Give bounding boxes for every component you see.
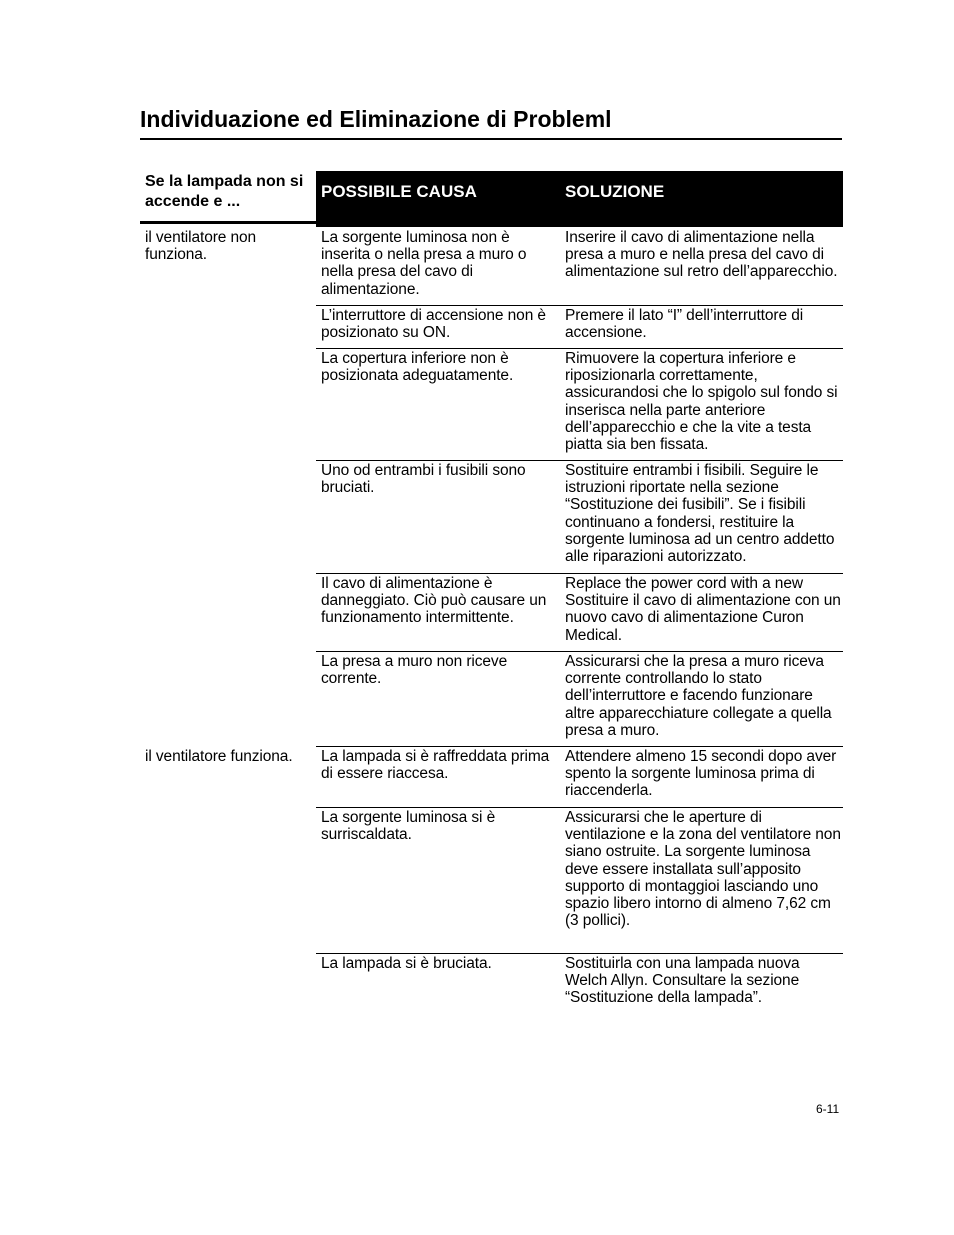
cause-cell: La lampada si è raffreddata prima di essere riaccesa. (321, 748, 550, 783)
cause-cell: La copertura inferiore non è posizionata adeguatamente. (321, 350, 514, 385)
solution-cell: Replace the power cord with a new Sostituire il cavo di alimentazione con un nuovo cavo di alimentazione Curon Medical. (565, 575, 841, 644)
row-divider (316, 746, 843, 747)
solution-cell: Rimuovere la copertura inferiore e riposizionarla correttamente, assicurandosi che lo spigolo sul fondo si inserisca nella parte anteriore dell’apparecchio e che la vite a testa piatta sia ben fissata. (565, 350, 838, 454)
row-divider (316, 305, 843, 306)
cause-cell: La sorgente luminosa si è surriscaldata. (321, 809, 496, 844)
solution-column-header: SOLUZIONE (565, 182, 665, 201)
solution-cell: Premere il lato “I” dell’interruttore di accensione. (565, 307, 804, 342)
row-divider (316, 953, 843, 954)
cause-cell: La sorgente luminosa non è inserita o nella presa a muro o nella presa del cavo di alimentazione. (321, 229, 527, 298)
condition-cell: il ventilatore non funziona. (145, 229, 257, 264)
row-divider (316, 460, 843, 461)
solution-cell: Sostituire entrambi i fisibili. Seguire le istruzioni riportate nella sezione “Sostituzione dei fusibili”. Se i fisibili continuano a fondersi, restituire la sorgente luminosa ad un centro addetto alle riparazioni autorizzato. (565, 462, 835, 566)
table-header-bar (316, 171, 843, 227)
condition-column-header: Se la lampada non si accende e ... (140, 172, 316, 224)
cause-cell: La presa a muro non riceve corrente. (321, 653, 508, 688)
row-divider (316, 807, 843, 808)
solution-cell: Assicurarsi che la presa a muro riceva corrente controllando lo stato dell’interruttore e facendo funzionare altre apparecchiature collegate a quella presa a muro. (565, 653, 832, 739)
page-number: 6-11 (816, 1102, 840, 1116)
cause-cell: La lampada si è bruciata. (321, 955, 492, 972)
cause-cell: L’interruttore di accensione non è posizionato su ON. (321, 307, 546, 342)
row-divider (316, 573, 843, 574)
cause-column-header: POSSIBILE CAUSA (321, 182, 477, 201)
solution-cell: Attendere almeno 15 secondi dopo aver spento la sorgente luminosa prima di riaccenderla. (565, 748, 837, 800)
row-divider (316, 651, 843, 652)
row-divider (316, 348, 843, 349)
condition-cell: il ventilatore funziona. (145, 748, 293, 765)
page-title: Individuazione ed Eliminazione di Probleml (140, 104, 842, 140)
solution-cell: Sostituirla con una lampada nuova Welch Allyn. Consultare la sezione “Sostituzione della lampada”. (565, 955, 800, 1007)
cause-cell: Il cavo di alimentazione è danneggiato. Ciò può causare un funzionamento intermittente. (321, 575, 547, 627)
solution-cell: Assicurarsi che le aperture di ventilazione e la zona del ventilatore non siano ostruite. La sorgente luminosa deve essere installata sull’apposito supporto di montaggioi lasciando uno spazio libero intorno di almeno 7,62 cm (3 pollici). (565, 809, 841, 930)
cause-cell: Uno od entrambi i fusibili sono bruciati. (321, 462, 526, 497)
solution-cell: Inserire il cavo di alimentazione nella presa a muro e nella presa del cavo di alimentazione sul retro dell’apparecchio. (565, 229, 838, 281)
